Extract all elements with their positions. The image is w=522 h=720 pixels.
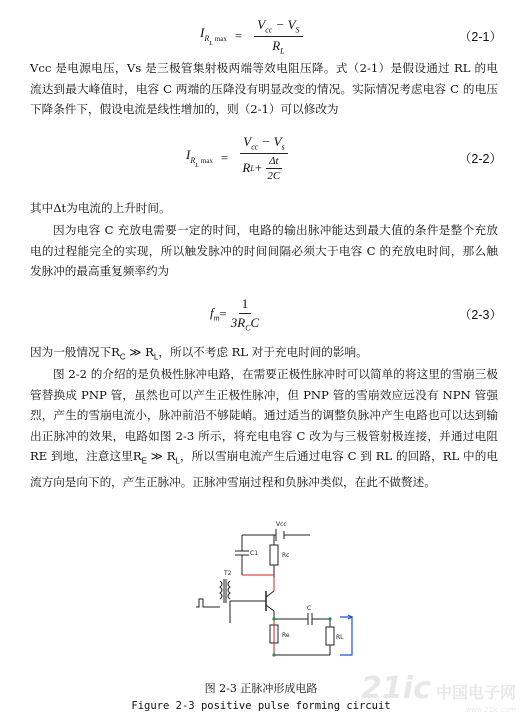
watermark xyxy=(361,671,516,714)
figure-caption-zh: 图 2-3 正脉冲形成电路 xyxy=(204,682,318,695)
paragraph-2: 其中Δt为电流的上升时间。 xyxy=(30,201,171,215)
transistor-collector xyxy=(266,591,274,597)
label-t2: T2 xyxy=(224,570,232,577)
figure-caption-en: Figure 2-3 positive pulse forming circuit xyxy=(131,700,391,712)
eq1-lhs: $I_{R_L max}$ xyxy=(200,25,227,47)
rl-resistor xyxy=(326,627,334,645)
equation-2-3: $f_m$ = $\frac{1}{3R_CC}$ （2-3） xyxy=(210,295,502,333)
t2-primary xyxy=(220,581,222,599)
circuit-diagram xyxy=(190,515,360,665)
watermark-url: www.21ic.com xyxy=(465,706,516,714)
eq1-label: （2-1） xyxy=(458,30,502,44)
paragraph-5: 图 2-2 的介绍的是负极性脉冲电路，在需要正极性脉冲时可以简单的将这里的雪崩三极管替换成 PNP 管，虽然也可以产生正极性脉冲，但 PNP 管的雪崩效应远没有 NPN 管强烈，产生的雪崩电流小，脉冲前沿不够陡峭。通过适当的调整负脉冲产生电路也可以达到输出正脉冲的效果，电路如图 2-3 所示，将充电电容 C 改为与三极管射极连接，并通过电阻 RE 到地，注意这里$R_E$ ≫ $R_L$，所以雪崩电流产生后通过电容 C 到 RL 的回路，RL 中的电流方向是向下的，产生正脉冲。正脉冲雪崩过程和负脉冲类似，在此不做赘述。 xyxy=(30,367,498,489)
node-rl xyxy=(328,617,331,620)
eq2-fraction: $V_{cc} - V_s$ R L + $\frac{\Delta t}{2C}$ xyxy=(240,134,287,182)
label-re: Re xyxy=(282,632,290,639)
watermark-logo: 21ic xyxy=(361,671,431,706)
paragraph-4: 因为一般情况下$R_C$ ≫ $R_L$，所以不考虑 RL 对于充电时间的影响。 xyxy=(30,345,368,362)
eq2-lhs: $I_{R_L max}$ xyxy=(186,147,213,169)
paragraph-1: Vcc 是电源电压，Vs 是三极管集射极两端等效电阻压降。式（2-1）是假设通过 RL 的电流达到最大峰值时，电容 C 两端的压降没有明显改变的情况。实际情况考虑电容 C 的电压下降条件下，假设电流是线性增加的，则（2-1）可以修改为 xyxy=(30,61,498,116)
eq2-label: （2-2） xyxy=(458,152,502,166)
label-vcc: Vcc xyxy=(276,521,287,528)
eq1-fraction: $\frac{V_{cc} - V_S}{R_L}$ xyxy=(254,17,302,55)
label-c1: C1 xyxy=(250,550,259,557)
label-c: C xyxy=(307,605,312,612)
eq3-fraction: $\frac{1}{3R_CC}$ xyxy=(230,295,260,333)
paragraph-3: 因为电容 C 充放电需要一定的时间，电路的输出脉冲能达到最大值的条件是整个充放电的过程能完全的实现，所以触发脉冲的时间间隔必须大于电容 C 的充放电时间，那么触发脉冲的最高重复频率约为 xyxy=(30,223,498,278)
node-ground xyxy=(272,653,275,656)
t2-secondary xyxy=(228,581,230,599)
input-pulse xyxy=(196,599,207,607)
node-emitter xyxy=(272,617,275,620)
eq3-label: （2-3） xyxy=(458,308,502,322)
transistor-emitter xyxy=(266,605,274,611)
rc-resistor xyxy=(270,545,278,565)
equation-2-2: $I_{R_L max}$ = $V_{cc} - V_s$ R L + $\frac{\Delta t}{2C}$ （2-2） xyxy=(186,134,502,182)
label-rl: RL xyxy=(336,634,344,641)
watermark-title: 中国电子网 xyxy=(435,683,516,702)
eq3-lhs: $f_m$ xyxy=(210,305,220,323)
label-rc: Rc xyxy=(282,552,290,559)
equation-2-1: $I_{R_L max}$ = $\frac{V_{cc} - V_S}{R_L}$ （2-1） xyxy=(200,16,502,56)
